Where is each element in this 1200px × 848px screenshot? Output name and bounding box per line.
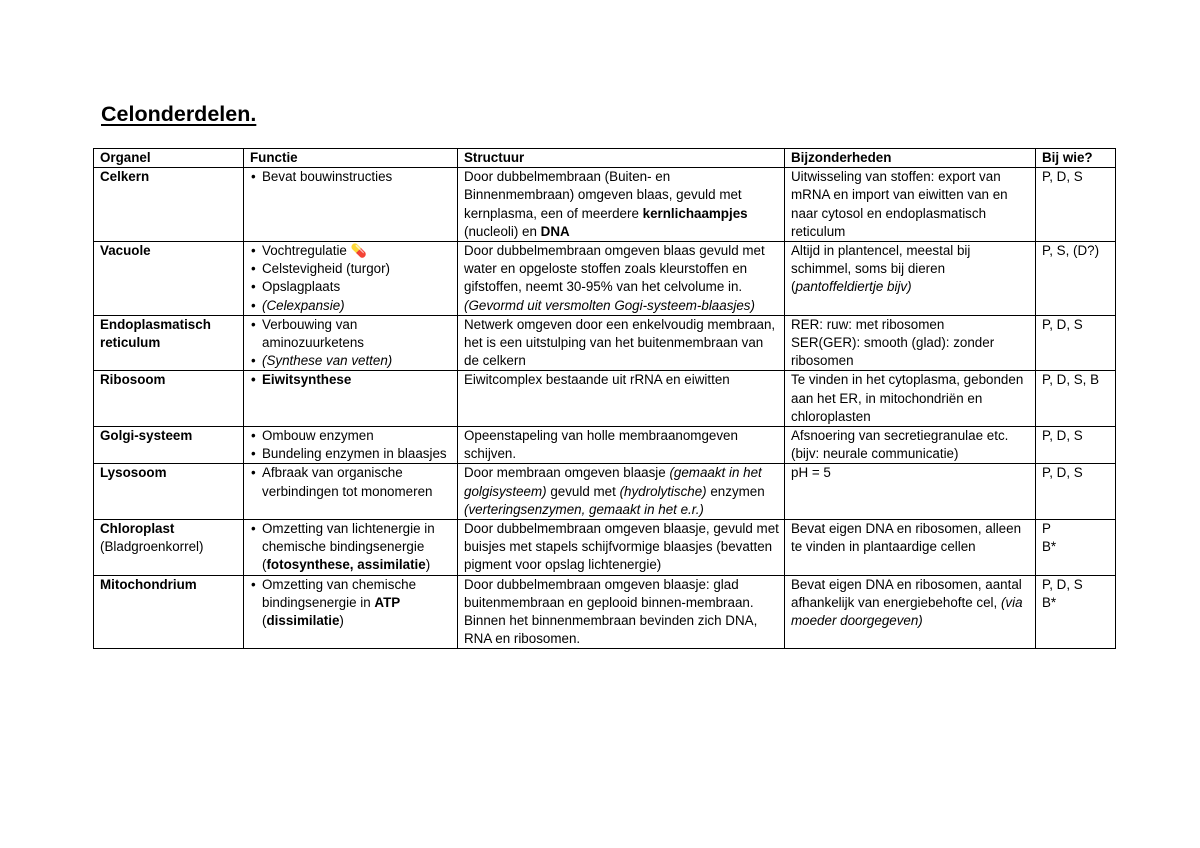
functie-cell [244,520,458,576]
structuur-cell: Door dubbelmembraan (Buiten- en Binnenmembraan) omgeven blaas, gevuld met kernplasma, een of meerdere kernlichaampjes (nucleoli) en DNA [458,168,785,242]
bijzonderheden-cell: RER: ruw: met ribosomen SER(GER): smooth (glad): zonder ribosomen [785,315,1036,371]
functie-item: • Bundeling enzymen in blaasjes [250,445,453,463]
functie-cell [244,168,458,242]
table-row-golgi-systeem [94,427,1116,464]
functie-cell [244,464,458,520]
table-row-chloroplast [94,520,1116,576]
functie-cell [244,575,458,649]
structuur-cell: Door dubbelmembraan omgeven blaasje: glad buitenmembraan en geplooid binnen-membraan. Binnen het binnenmembraan bevinden zich DNA, RNA en ribosomen. [458,575,785,649]
structuur-cell: Door dubbelmembraan omgeven blaas gevuld met water en opgeloste stoffen zoals kleurstoffen en gifstoffen, neemt 30-95% van het celvolume in. (Gevormd uit versmolten Gogi-systeem-blaasjes) [458,242,785,316]
bij-wie-cell: P, D, S [1036,427,1116,464]
bullet-icon: • [251,279,256,295]
functie-item: • Vochtregulatie 💊 [250,242,453,260]
table-row-celkern [94,168,1116,242]
functie-item: • Eiwitsynthese [250,371,453,389]
bij-wie-cell: P, D, S B* [1036,575,1116,649]
functie-cell [244,315,458,371]
organelle-table [93,148,1116,649]
organel-cell: Vacuole [94,242,244,316]
organel-cell: Celkern [94,168,244,242]
functie-item: • Opslagplaats [250,278,453,296]
organel-cell: Ribosoom [94,371,244,427]
header-bij-wie: Bij wie? [1036,149,1116,168]
bullet-icon: • [251,261,256,277]
functie-item: • Verbouwing van aminozuurketens [251,316,364,351]
bij-wie-cell: P B* [1036,520,1116,576]
structuur-cell: Netwerk omgeven door een enkelvoudig membraan, het is een uitstulping van het buitenmembraan van de celkern [458,315,785,371]
header-organel: Organel [94,149,244,168]
header-bijzonderheden: Bijzonderheden [785,149,1036,168]
organel-cell: Mitochondrium [94,575,244,649]
bij-wie-cell: P, D, S, B [1036,371,1116,427]
bullet-icon: • [251,353,256,369]
table-row-mitochondrium [94,575,1116,649]
structuur-cell: Eiwitcomplex bestaande uit rRNA en eiwitten [458,371,785,427]
functie-item: • Celstevigheid (turgor) [250,260,453,278]
header-functie: Functie [244,149,458,168]
functie-cell [244,427,458,464]
bullet-icon: • [251,243,256,259]
organel-cell: Lysosoom [94,464,244,520]
bullet-icon: • [251,465,256,481]
functie-item: • Afbraak van organische verbindingen tot monomeren [251,465,433,499]
bijzonderheden-cell: pH = 5 [785,464,1036,520]
bij-wie-cell: P, D, S [1036,464,1116,520]
bijzonderheden-cell: Uitwisseling van stoffen: export van mRNA en import van eiwitten van en naar cytosol en endoplasmatisch reticulum [785,168,1036,242]
structuur-cell: Door dubbelmembraan omgeven blaasje, gevuld met buisjes met stapels schijfvormige blaasjes (bevatten pigment voor opslag lichtenergie) [458,520,785,576]
bijzonderheden-cell: Bevat eigen DNA en ribosomen, alleen te vinden in plantaardige cellen [785,520,1036,576]
bullet-icon: • [251,428,256,444]
table-row-endoplasmatisch-reticulum [94,315,1116,371]
bij-wie-cell: P, D, S [1036,315,1116,371]
functie-item: • (Synthese van vetten) [250,352,453,370]
bijzonderheden-cell: Afsnoering van secretiegranulae etc. (bijv: neurale communicatie) [785,427,1036,464]
page-title: Celonderdelen. [101,102,257,126]
structuur-cell: Opeenstapeling van holle membraanomgeven schijven. [458,427,785,464]
functie-cell [244,371,458,427]
organel-cell: Endoplasmatisch reticulum [94,315,244,371]
bullet-icon: • [251,576,256,592]
functie-item: • Ombouw enzymen [250,427,453,445]
bullet-icon: • [251,521,256,537]
pill-icon: 💊 [350,243,367,259]
functie-item: • Bevat bouwinstructies [250,168,453,186]
bijzonderheden-cell: Bevat eigen DNA en ribosomen, aantal afhankelijk van energiebehofte cel, (via moeder doorgegeven) [785,575,1036,649]
table-row-ribosoom [94,371,1116,427]
organel-cell: Golgi-systeem [94,427,244,464]
bij-wie-cell: P, S, (D?) [1036,242,1116,316]
table-row-vacuole [94,242,1116,316]
organel-cell: Chloroplast (Bladgroenkorrel) [94,520,244,576]
functie-item: • Omzetting van chemische bindingsenergie in ATP (dissimilatie) [251,576,417,629]
header-structuur: Structuur [458,149,785,168]
bullet-icon: • [251,316,256,332]
bullet-icon: • [251,446,256,462]
header-row [94,149,1116,168]
functie-item: • (Celexpansie) [250,297,453,315]
bullet-icon: • [251,169,256,185]
functie-cell [244,242,458,316]
bijzonderheden-cell: Te vinden in het cytoplasma, gebonden aan het ER, in mitochondriën en chloroplasten [785,371,1036,427]
structuur-cell: Door membraan omgeven blaasje (gemaakt in het golgisysteem) gevuld met (hydrolytische) enzymen (verteringsenzymen, gemaakt in het e.r.) [458,464,785,520]
bij-wie-cell: P, D, S [1036,168,1116,242]
bijzonderheden-cell: Altijd in plantencel, meestal bij schimmel, soms bij dieren (pantoffeldiertje bijv) [785,242,1036,316]
bullet-icon: • [251,372,256,388]
bullet-icon: • [251,297,256,313]
organel-subtitle: (Bladgroenkorrel) [100,539,204,555]
functie-item: • Omzetting van lichtenergie in chemische bindingsenergie (fotosynthese, assimilatie) [251,521,435,573]
table-row-lysosoom [94,464,1116,520]
